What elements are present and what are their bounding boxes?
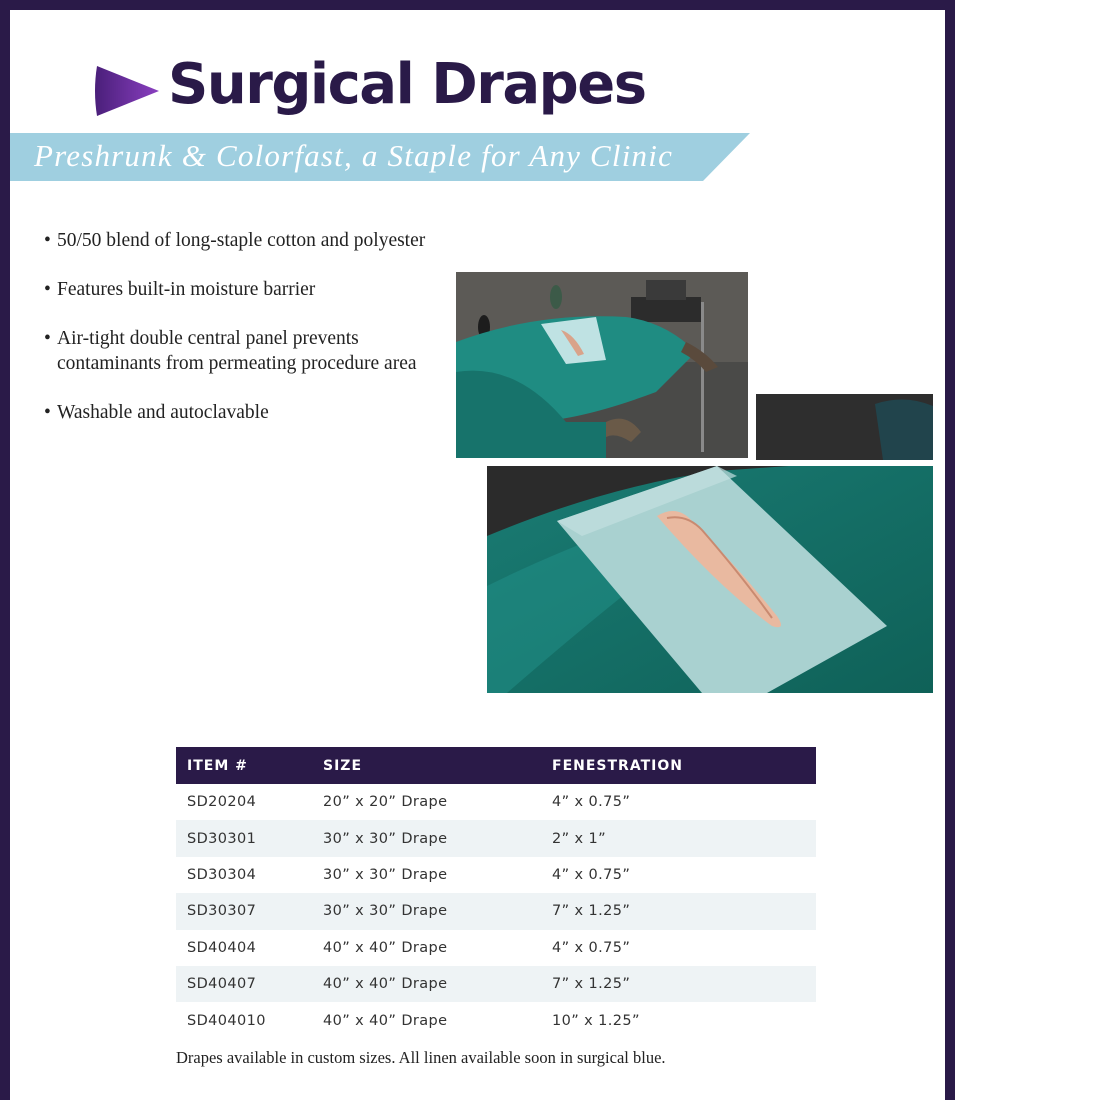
size-cell: 40” x 40” Drape	[323, 939, 448, 956]
fenestration-cell: 2” x 1”	[541, 820, 816, 856]
drape-fenestration-closeup-photo	[487, 466, 933, 693]
bullet-glyph: •	[44, 279, 51, 300]
item-number-cell: SD30307	[176, 893, 312, 929]
feature-text: 50/50 blend of long-staple cotton and polyester	[57, 230, 426, 251]
page-frame-right	[945, 0, 955, 1100]
feature-item	[44, 400, 454, 425]
size-cell: 30” x 30” Drape	[323, 866, 448, 883]
feature-text: Features built-in moisture barrier	[57, 279, 316, 300]
table-row	[176, 784, 816, 820]
size-cell: 40” x 40” Drape	[323, 1012, 448, 1029]
column-header-fenestration: FENESTRATION	[541, 747, 816, 784]
column-header-size: SIZE	[312, 747, 541, 784]
feature-item	[44, 228, 454, 253]
table-row	[176, 857, 816, 893]
size-cell: 40” x 40” Drape	[312, 966, 541, 1002]
fenestration-cell: 4” x 0.75”	[552, 939, 631, 956]
brand-triangle-icon	[93, 64, 161, 118]
page-frame-left	[0, 0, 10, 1100]
item-number-cell: SD30304	[187, 866, 257, 883]
table-row	[176, 966, 816, 1002]
feature-text: Washable and autoclavable	[57, 402, 269, 423]
table-row	[176, 893, 816, 929]
item-number-cell: SD40404	[187, 939, 257, 956]
feature-item	[44, 277, 454, 302]
fenestration-cell: 7” x 1.25”	[541, 893, 816, 929]
bullet-glyph: •	[44, 328, 51, 349]
bullet-glyph: •	[44, 402, 51, 423]
item-number-cell: SD40407	[176, 966, 312, 1002]
fenestration-cell: 4” x 0.75”	[552, 866, 631, 883]
feature-item	[44, 326, 454, 376]
column-header-item: ITEM #	[176, 747, 312, 784]
tagline-banner	[10, 133, 755, 181]
size-cell: 20” x 20” Drape	[323, 794, 448, 811]
fenestration-cell: 4” x 0.75”	[552, 794, 631, 811]
size-cell: 30” x 30” Drape	[312, 893, 541, 929]
page-title: Surgical Drapes	[168, 52, 646, 117]
fenestration-cell: 7” x 1.25”	[541, 966, 816, 1002]
specification-table	[176, 747, 816, 1039]
table-row	[176, 820, 816, 856]
tagline-text: Preshrunk & Colorfast, a Staple for Any Clinic	[34, 138, 674, 173]
surgery-room-drape-photo	[456, 272, 748, 458]
table-row	[176, 930, 816, 966]
item-number-cell: SD30301	[176, 820, 312, 856]
fenestration-cell: 10” x 1.25”	[552, 1012, 640, 1029]
size-cell: 30” x 30” Drape	[312, 820, 541, 856]
footnote: Drapes available in custom sizes. All linen available soon in surgical blue.	[176, 1048, 666, 1067]
feature-list	[44, 228, 454, 449]
feature-text: Air-tight double central panel prevents contaminants from permeating procedure area	[57, 328, 417, 374]
item-number-cell: SD404010	[187, 1012, 266, 1029]
item-number-cell: SD20204	[187, 794, 257, 811]
page-frame-top	[0, 0, 955, 10]
table-row	[176, 1002, 816, 1038]
bullet-glyph: •	[44, 230, 51, 251]
table-header-row	[176, 747, 816, 784]
